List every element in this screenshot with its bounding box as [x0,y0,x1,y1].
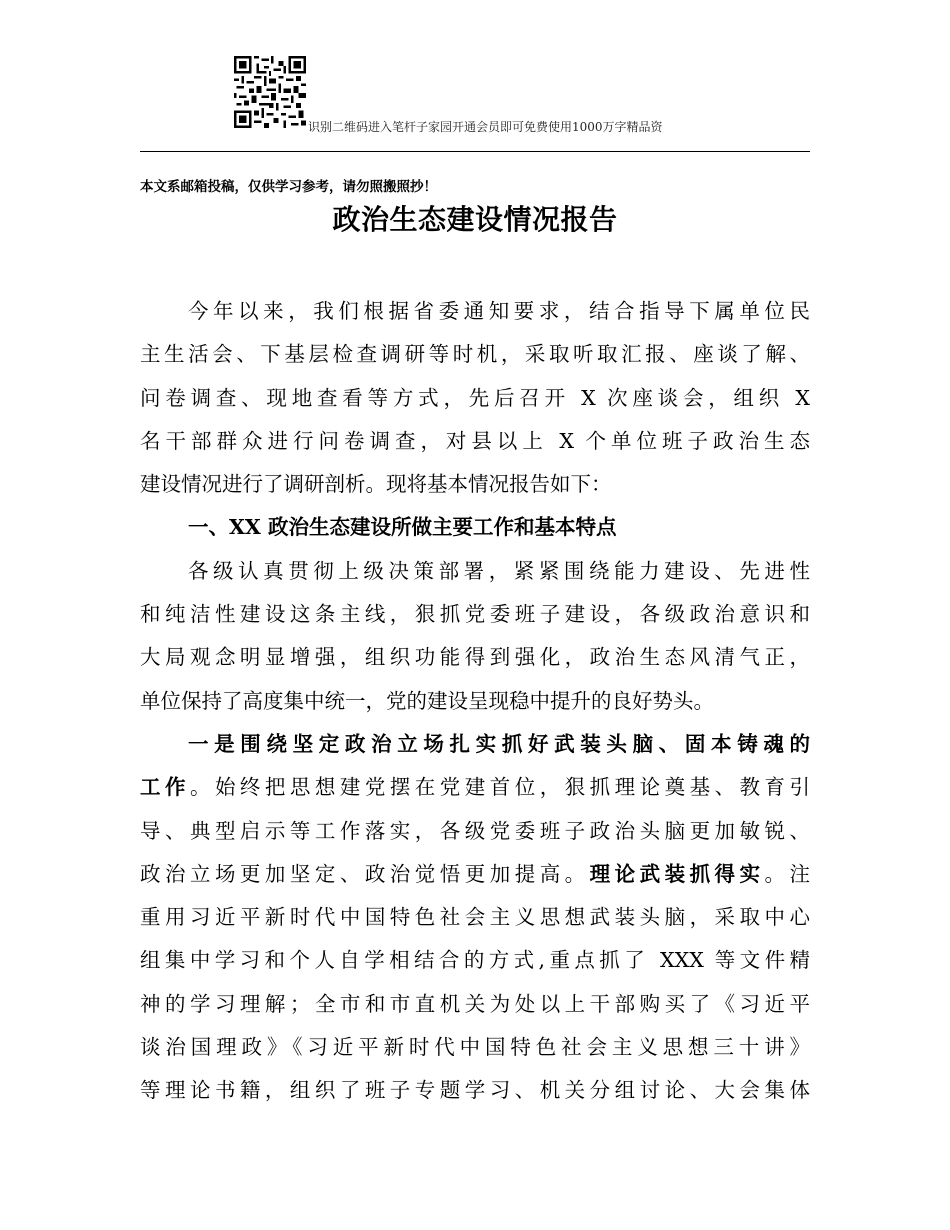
paragraph-line: 导、典型启示等工作落实，各级党委班子政治头脑更加敏锐、 [140,818,810,843]
paragraph-line [140,853,810,896]
paragraph-line: 建设情况进行了调研剖析。现将基本情况报告如下： [140,472,612,497]
paragraph-line: 单位保持了高度集中统一，党的建设呈现稳中提升的良好势头。 [140,688,714,713]
header-promo-text: 识别二维码进入笔杆子家园开通会员即可免费使用1000万字精品资 [308,120,663,134]
paragraph-line: 大局观念明显增强，组织功能得到强化，政治生态风清气正， [140,645,810,670]
paragraph-line: 问卷调查、现地查看等方式，先后召开 X 次座谈会，组织 X [140,385,810,410]
paragraph-line: 重用习近平新时代中国特色社会主义思想武装头脑，采取中心 [140,905,810,930]
paragraph-line: 各级认真贯彻上级决策部署，紧紧围绕能力建设、先进性 [188,558,810,583]
document-body [140,290,810,1113]
paragraph-text: 。始终把思想建党摆在党建首位，狠抓理论奠基、教育引 [189,775,811,800]
paragraph-line: 谈治国理政》《习近平新时代中国特色社会主义思想三十讲》 [140,1035,810,1060]
copyright-notice: 本文系邮箱投稿，仅供学习参考，请勿照搬照抄！ [140,179,437,195]
paragraph-text: 。注 [764,861,811,886]
paragraph-line: 组集中学习和个人自学相结合的方式,重点抓了 XXX 等文件精 [140,948,810,973]
paragraph-line: 神的学习理解；全市和市直机关为处以上干部购买了《习近平 [140,991,810,1016]
qr-code-icon [234,56,306,128]
document-title: 政治生态建设情况报告 [332,203,618,236]
paragraph-line [140,766,810,809]
bold-lead-text: 一是围绕坚定政治立场扎实抓好武装头脑、固本铸魂的 [188,731,810,756]
bold-lead-text-end: 工作 [140,775,190,800]
paragraph-line: 今年以来，我们根据省委通知要求，结合指导下属单位民 [188,299,810,323]
section-heading: 一、XX 政治生态建设所做主要工作和基本特点 [188,515,617,540]
paragraph-line: 等理论书籍，组织了班子专题学习、机关分组讨论、大会集体 [140,1078,810,1103]
header-divider [140,151,810,152]
paragraph-line: 和纯洁性建设这条主线，狠抓党委班子建设，各级政治意识和 [140,602,810,627]
paragraph-line: 名干部群众进行问卷调查，对县以上 X 个单位班子政治生态 [140,428,810,453]
paragraph-line: 主生活会、下基层检查调研等时机，采取听取汇报、座谈了解、 [140,342,810,367]
paragraph-line [140,723,810,766]
paragraph-text: 政治立场更加坚定、政治觉悟更加提高。 [140,861,590,886]
bold-subheading: 理论武装抓得实 [589,861,765,886]
